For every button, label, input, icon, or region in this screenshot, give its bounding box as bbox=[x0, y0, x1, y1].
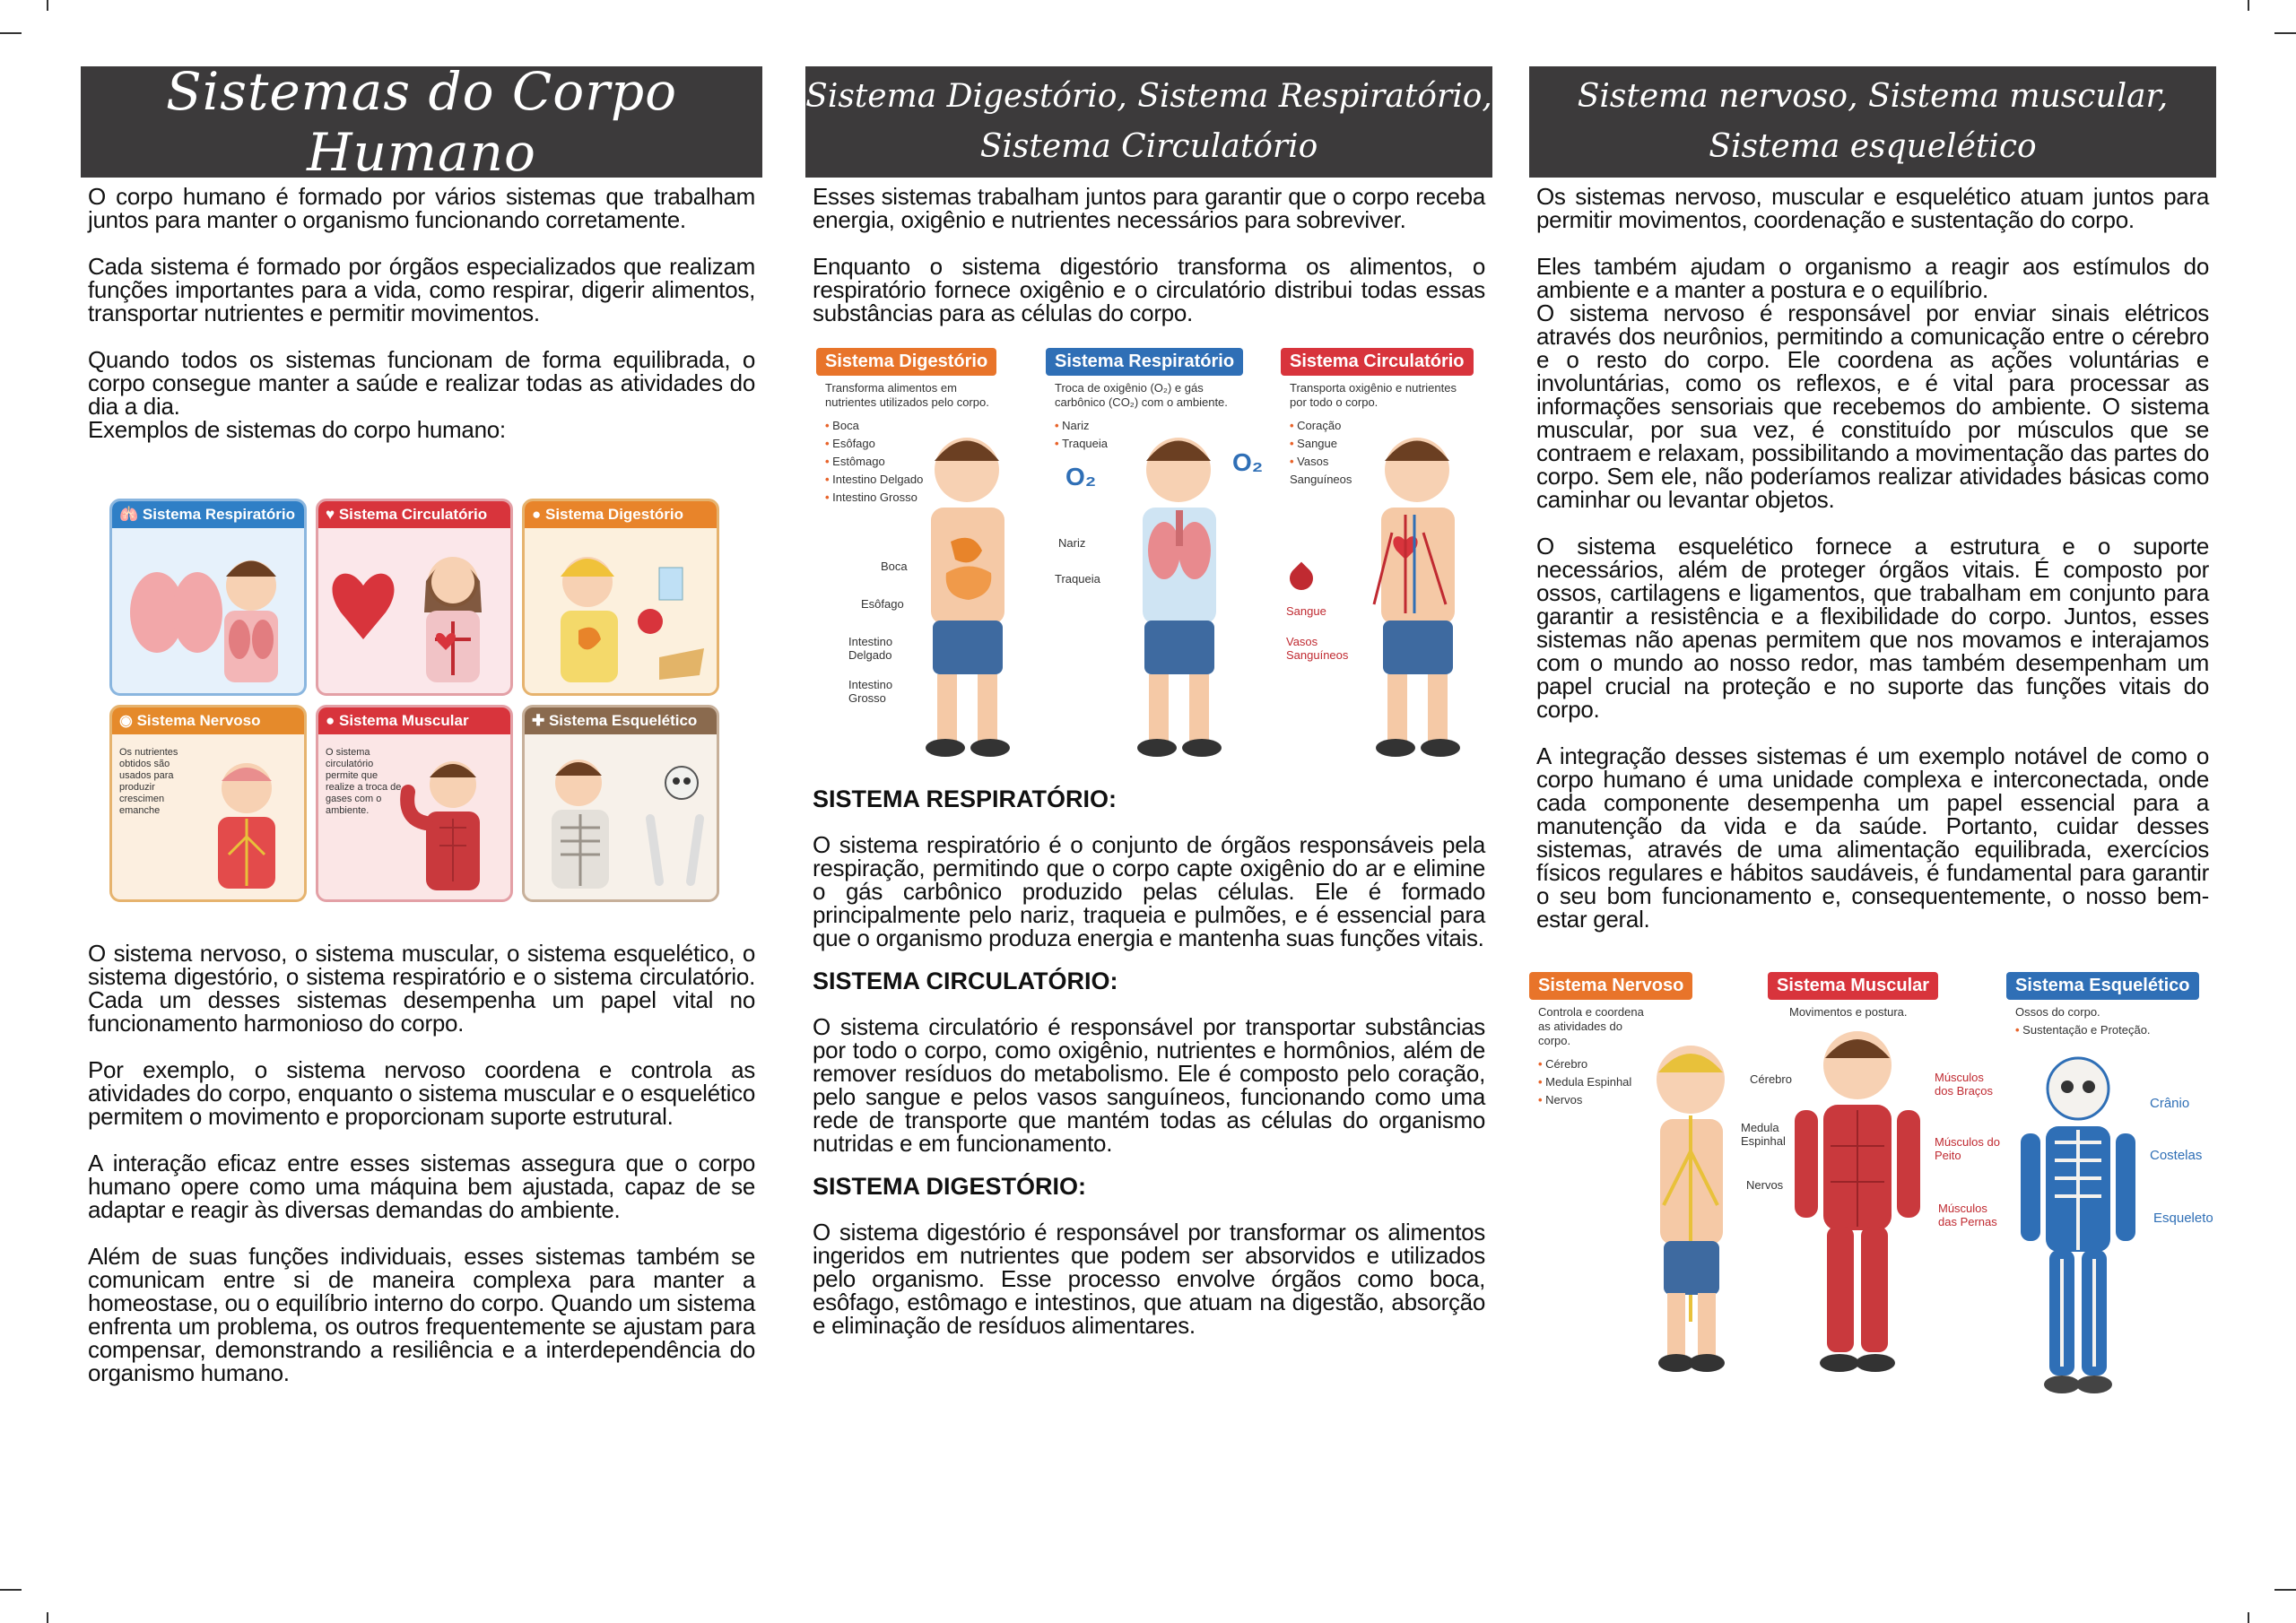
bone-icon: ✚ bbox=[532, 712, 549, 729]
column-1 bbox=[81, 61, 762, 1408]
o2-symbol: O₂ bbox=[1065, 463, 1097, 490]
card-label: Sistema Esquelético bbox=[548, 712, 698, 729]
panel-nervoso bbox=[1529, 972, 1792, 1392]
panel-muscular bbox=[1768, 972, 2001, 1392]
organ-label: Sangue bbox=[1286, 604, 1326, 618]
circulatory-boy-illustration bbox=[1338, 425, 1491, 766]
panel-desc: Movimentos e postura. bbox=[1789, 1005, 1908, 1019]
column-1-text-bottom bbox=[81, 942, 762, 1384]
crop-mark bbox=[0, 1589, 22, 1591]
bone-label: Crânio bbox=[2150, 1096, 2190, 1111]
muscular-boy-illustration bbox=[1786, 1011, 1938, 1388]
list-item: • Nariz bbox=[1055, 417, 1270, 435]
list-item: • Sangue bbox=[1290, 435, 1492, 453]
panel-tag: Sistema Muscular bbox=[1768, 972, 1938, 1000]
paragraph: Quando todos os sistemas funcionam de forma equilibrada, o corpo consegue manter a saúde e realizar todas as atividades do dia a dia. bbox=[88, 346, 755, 420]
muscle-label: Músculos dos Braços bbox=[1935, 1071, 1994, 1098]
crop-mark bbox=[2248, 1612, 2249, 1623]
list-item: • Traqueia bbox=[1055, 435, 1270, 453]
bone-label: Costelas bbox=[2150, 1148, 2203, 1163]
organ-label: Nariz bbox=[1058, 536, 1086, 550]
column-3-text bbox=[1529, 185, 2216, 931]
organ-label: Traqueia bbox=[1055, 572, 1100, 586]
list-item: • Medula Espinhal bbox=[1538, 1073, 1762, 1091]
column-2-sections bbox=[805, 785, 1492, 1337]
muscular-illustration bbox=[318, 738, 510, 896]
list-item: • Estômago bbox=[825, 453, 1040, 471]
column-2-text bbox=[805, 185, 1492, 325]
card-header bbox=[525, 707, 717, 734]
list-item: • Coração bbox=[1290, 417, 1492, 435]
column-2 bbox=[805, 66, 1492, 1360]
card-label: Sistema Respiratório bbox=[142, 506, 295, 523]
panel-desc: Troca de oxigênio (O₂) e gás carbônico (CO₂) com o ambiente. bbox=[1055, 381, 1228, 409]
nervous-illustration bbox=[112, 738, 304, 896]
panel-digestorio bbox=[816, 348, 1040, 768]
card-header bbox=[112, 707, 304, 734]
list-item: • Cérebro bbox=[1538, 1055, 1762, 1073]
paragraph: O sistema nervoso, o sistema muscular, o sistema esquelético, o sistema digestório, o sistema respiratório e o sistema circulatório. Cada um desses sistemas desempenha um papel vital no funcionamento harmonioso do corpo. bbox=[88, 940, 755, 1037]
organ-label: Boca bbox=[881, 560, 908, 573]
paragraph: O sistema respiratório é o conjunto de órgãos responsáveis pela respiração, permitindo que o corpo capte oxigênio do ar e elimine o gás carbônico produzido pelas células. Ele é formado principalmente pelo nariz, traqueia e pulmões, e é essencial para que o organismo produza energia e mantenha suas funções vitais. bbox=[813, 831, 1485, 951]
organ-label: Intestino Grosso bbox=[848, 678, 893, 705]
digest-resp-circ-figure bbox=[805, 348, 1492, 768]
column-3-banner bbox=[1529, 66, 2216, 178]
paragraph: Enquanto o sistema digestório transforma os alimentos, o respiratório fornece oxigênio e o circulatório distribui todas essas substâncias para as células do corpo. bbox=[813, 253, 1485, 326]
bone-label: Esqueleto bbox=[2153, 1211, 2213, 1226]
crop-mark bbox=[0, 32, 22, 34]
paragraph: O sistema digestório é responsável por transformar os alimentos ingeridos em nutrientes que podem ser absorvidos e utilizados pelo organismo. Esse processo envolve órgãos como boca, esôfago, estômago e intestinos, que atuam na digestão, absorção e eliminação de resíduos alimentares. bbox=[813, 1219, 1485, 1339]
card-note: O sistema circulatório permite que realize a troca de gases com o ambiente. bbox=[326, 747, 402, 816]
title-line: Sistema esquelético bbox=[1709, 128, 2037, 165]
organ-label: Vasos Sanguíneos bbox=[1286, 635, 1349, 662]
panel-tag: Sistema Esquelético bbox=[2006, 972, 2199, 1000]
paragraph: O sistema circulatório é responsável por transportar substâncias por todo o corpo, como oxigênio, nutrientes e hormônios, além de remover resíduos do metabolismo. Ele é composto pelo coração, pelo sangue e pelos vasos sanguíneos, funcionando como uma rede de transporte que mantém todas as células do organismo nutridas e em funcionamento. bbox=[813, 1013, 1485, 1157]
list-item: • Intestino Delgado bbox=[825, 471, 1040, 489]
title-line: Sistema Digestório, Sistema Respiratório, bbox=[805, 78, 1492, 115]
panel-respiratorio bbox=[1046, 348, 1270, 768]
digestive-illustration bbox=[525, 532, 717, 690]
card-muscular bbox=[316, 705, 513, 902]
digestive-boy-illustration bbox=[888, 425, 1040, 766]
organ-label: Nervos bbox=[1746, 1178, 1784, 1192]
card-header bbox=[318, 501, 510, 528]
section-heading: SISTEMA CIRCULATÓRIO: bbox=[813, 968, 1118, 994]
organ-label: Medula Espinhal bbox=[1741, 1121, 1786, 1148]
panel-tag: Sistema Digestório bbox=[816, 348, 996, 376]
paragraph: Esses sistemas trabalham juntos para garantir que o corpo receba energia, oxigênio e nutrientes necessários para sobreviver. bbox=[813, 183, 1485, 233]
crop-mark bbox=[2274, 1589, 2296, 1591]
paragraph: Eles também ajudam o organismo a reagir aos estímulos do ambiente e a manter a postura e o equilíbrio. bbox=[1536, 253, 2209, 303]
respiratory-boy-illustration bbox=[1100, 425, 1252, 766]
card-note: Os nutrientes obtidos são usados para produzir crescimen emanche bbox=[119, 747, 178, 816]
column-2-title bbox=[805, 72, 1492, 172]
nerv-musc-esq-figure bbox=[1529, 972, 2216, 1393]
muscle-icon: ● bbox=[326, 712, 339, 729]
list-item: • Vasos Sanguíneos bbox=[1290, 453, 1352, 489]
page-title: Sistemas do Corpo Humano bbox=[165, 61, 677, 183]
panel-circulatorio bbox=[1281, 348, 1492, 768]
blood-drop-icon bbox=[1285, 562, 1318, 595]
lungs-icon: 🫁 bbox=[119, 506, 143, 523]
heart-illustration bbox=[318, 532, 510, 690]
section-heading: SISTEMA RESPIRATÓRIO: bbox=[813, 785, 1118, 812]
card-nervoso bbox=[109, 705, 307, 902]
card-label: Sistema Muscular bbox=[339, 712, 469, 729]
list-item: • Sustentação e Proteção. bbox=[2015, 1021, 2216, 1039]
panel-tag: Sistema Circulatório bbox=[1281, 348, 1474, 376]
card-header bbox=[318, 707, 510, 734]
title-line: Sistema Circulatório bbox=[979, 128, 1318, 165]
card-label: Sistema Circulatório bbox=[338, 506, 488, 523]
card-esqueletico bbox=[522, 705, 719, 902]
column-1-banner bbox=[81, 61, 762, 183]
panel-desc: Controla e coordena as atividades do corpo. bbox=[1538, 1005, 1644, 1047]
lungs-illustration bbox=[112, 532, 304, 690]
section-heading: SISTEMA DIGESTÓRIO: bbox=[813, 1173, 1087, 1200]
organ-label: Esôfago bbox=[861, 597, 904, 611]
title-line: Sistema nervoso, Sistema muscular, bbox=[1577, 78, 2169, 115]
paragraph: Além de suas funções individuais, esses sistemas também se comunicam entre si de maneira complexa para manter a homeostase, ou o equilíbrio interno do corpo. Quando um sistema enfrenta um problema, os outros frequentemente se ajustam para compensar, demonstrando a resiliência e a interdependência do organismo humano. bbox=[88, 1243, 755, 1386]
muscle-label: Músculos das Pernas bbox=[1938, 1202, 1997, 1228]
paragraph: Os sistemas nervoso, muscular e esquelético atuam juntos para permitir movimentos, coordenação e sustentação do corpo. bbox=[1536, 183, 2209, 233]
panel-tag: Sistema Respiratório bbox=[1046, 348, 1243, 376]
column-3 bbox=[1529, 66, 2216, 1393]
card-header bbox=[112, 501, 304, 528]
paragraph: A interação eficaz entre esses sistemas assegura que o corpo humano opere como uma máquina bem ajustada, capaz de se adaptar e reagir às diversas demandas do ambiente. bbox=[88, 1150, 755, 1223]
muscle-label: Músculos do Peito bbox=[1935, 1135, 2000, 1162]
paragraph: O sistema nervoso é responsável por enviar sinais elétricos através dos neurônios, permitindo a comunicação entre o cérebro e o resto do corpo. Ele coordena as ações voluntárias e involuntárias, como os reflexos, e é vital para processar as informações sensoriais que recebemos do ambiente. O sistema muscular, por sua vez, é constituído por músculos que se contraem e relaxam, possibilitando a movimentação das partes do corpo. Sem ele, não poderíamos realizar atividades básicas como caminhar ou levantar objetos. bbox=[1536, 299, 2209, 513]
crop-mark bbox=[2274, 32, 2296, 34]
panel-desc: Ossos do corpo. bbox=[2015, 1005, 2100, 1019]
organ-list bbox=[2015, 1021, 2216, 1039]
heart-icon: ♥ bbox=[326, 506, 339, 523]
card-respiratorio bbox=[109, 499, 307, 696]
skeleton-illustration bbox=[2015, 1044, 2150, 1402]
paragraph: A integração desses sistemas é um exemplo notável de como o corpo humano é uma unidade complexa e interconectada, onde cada componente desempenha um papel essencial para a manutenção da vida e da saúde. Portanto, cuidar desses sistemas, através de uma alimentação equilibrada, exercícios físicos regulares e hábitos saudáveis, é fundamental para garantir o seu bom funcionamento e, consequentemente, o nosso bem-estar geral. bbox=[1536, 742, 2209, 933]
apple-icon: ● bbox=[532, 506, 545, 523]
column-3-title bbox=[1578, 72, 2169, 172]
brain-icon: ◉ bbox=[119, 712, 137, 729]
column-1-text bbox=[81, 185, 762, 441]
skeleton-illustration bbox=[525, 738, 717, 896]
paragraph: O corpo humano é formado por vários sistemas que trabalham juntos para manter o organismo funcionando corretamente. bbox=[88, 183, 755, 233]
organ-label: Cérebro bbox=[1750, 1072, 1792, 1086]
paragraph: Por exemplo, o sistema nervoso coordena e controla as atividades do corpo, enquanto o sistema muscular e o esquelético permitem o movimento e proporcionam suporte estrutural. bbox=[88, 1056, 755, 1130]
card-header bbox=[525, 501, 717, 528]
column-2-banner bbox=[805, 66, 1492, 178]
list-item: • Nervos bbox=[1538, 1091, 1762, 1109]
panel-tag: Sistema Nervoso bbox=[1529, 972, 1692, 1000]
organ-label: Intestino Delgado bbox=[848, 635, 893, 662]
paragraph: Cada sistema é formado por órgãos especializados que realizam funções importantes para a vida, como respirar, digerir alimentos, transportar nutrientes e permitir movimentos. bbox=[88, 253, 755, 326]
crop-mark bbox=[2248, 0, 2249, 11]
paragraph: Exemplos de sistemas do corpo humano: bbox=[88, 416, 506, 443]
panel-esqueletico bbox=[2006, 972, 2216, 1392]
list-item: • Intestino Grosso bbox=[825, 489, 1040, 507]
paragraph: O sistema esquelético fornece a estrutura e o suporte necessários, além de proteger órgãos vitais. É composto por ossos, cartilagens e ligamentos, que trabalham em conjunto para garantir a resistência e a flexibilidade do corpo. Juntos, esses sistemas não apenas permitem que nos movamos e interajamos com o mundo ao nosso redor, mas também desempenham um papel crucial na proteção e no suporte das funções vitais do corpo. bbox=[1536, 533, 2209, 723]
list-item: • Boca bbox=[825, 417, 1040, 435]
card-label: Sistema Nervoso bbox=[136, 712, 261, 729]
crop-mark bbox=[47, 1612, 48, 1623]
list-item: • Esôfago bbox=[825, 435, 1040, 453]
o2-symbol: O₂ bbox=[1232, 448, 1264, 476]
panel-desc: Transforma alimentos em nutrientes utilizados pelo corpo. bbox=[825, 381, 989, 409]
nervous-boy-illustration bbox=[1628, 1026, 1753, 1384]
panel-desc: Transporta oxigênio e nutrientes por todo o corpo. bbox=[1290, 381, 1457, 409]
systems-illustration-grid bbox=[81, 464, 762, 936]
crop-mark bbox=[47, 0, 48, 11]
card-digestorio bbox=[522, 499, 719, 696]
card-label: Sistema Digestório bbox=[545, 506, 683, 523]
card-circulatorio bbox=[316, 499, 513, 696]
